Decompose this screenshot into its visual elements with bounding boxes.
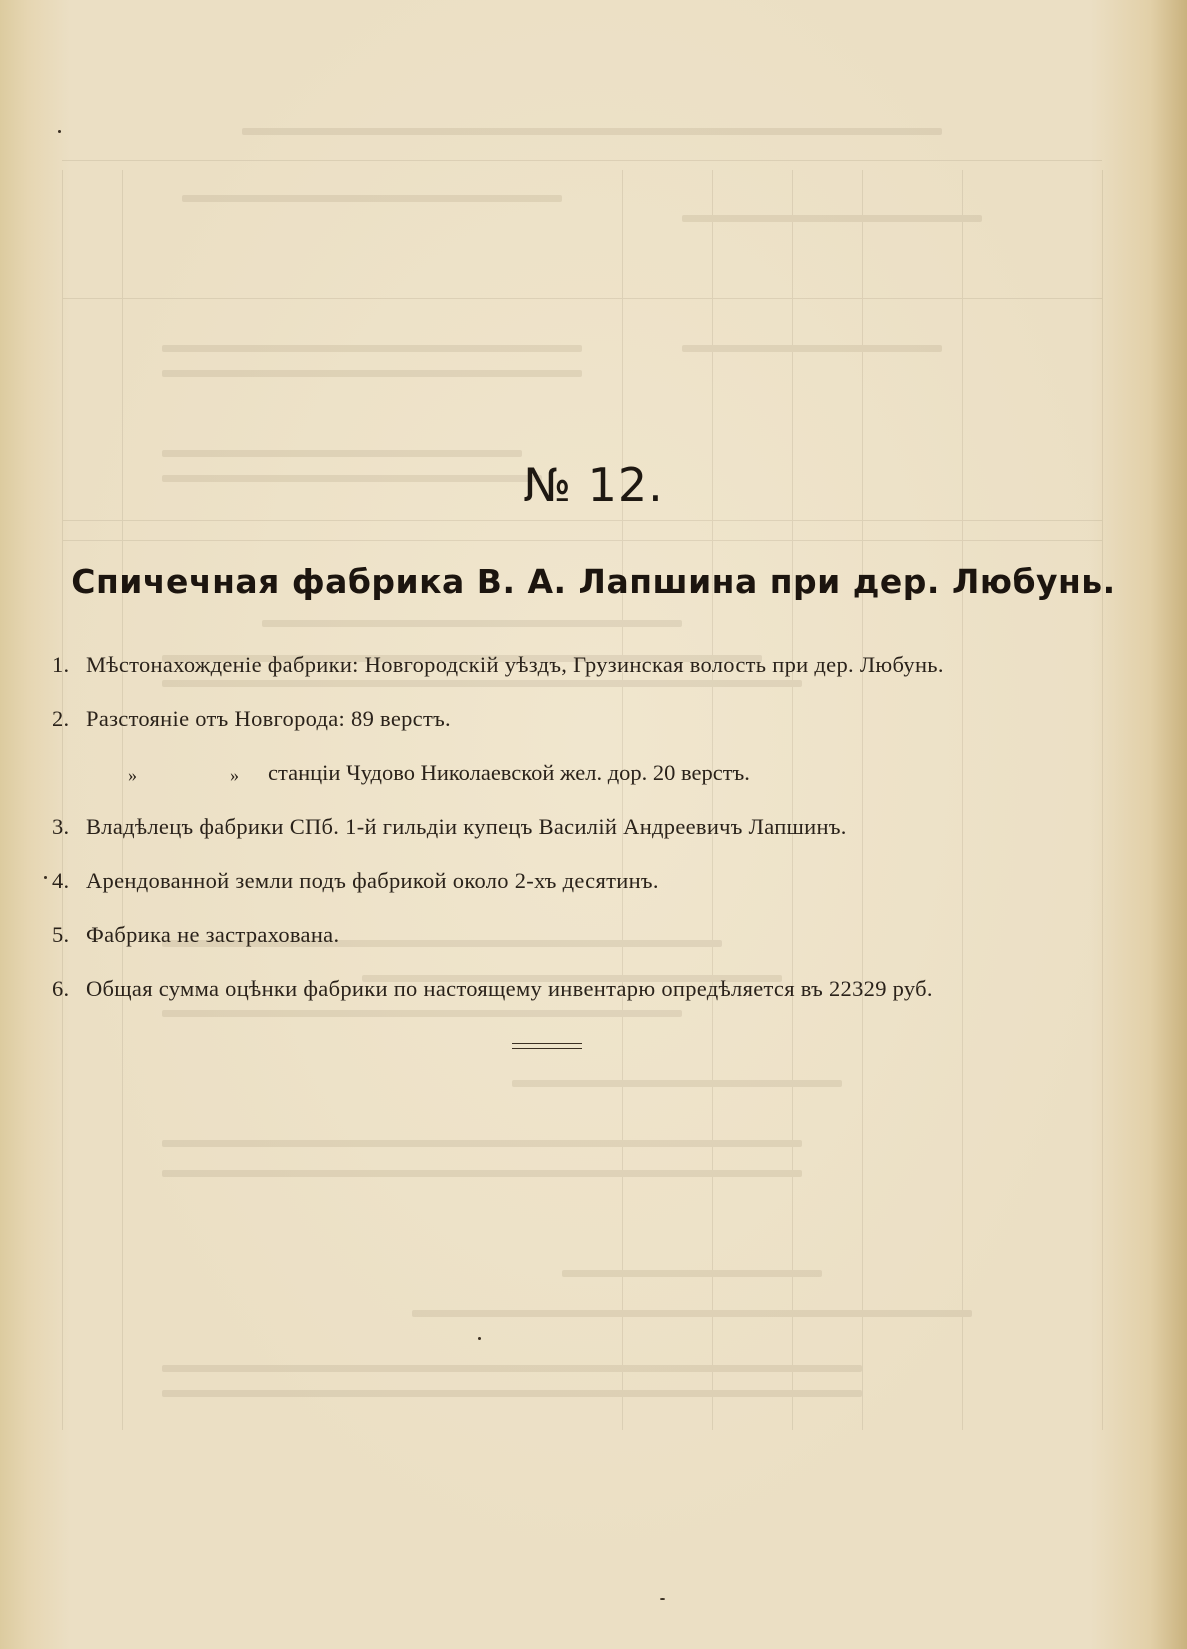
item-number: 2.	[52, 706, 70, 731]
item-number: 3.	[52, 814, 70, 839]
paper-speck	[478, 1337, 481, 1340]
item-number: 4.	[52, 868, 70, 893]
list-item	[52, 866, 659, 896]
item-text: Арендованной земли подъ фабрикой около 2-хъ десятинъ.	[86, 868, 659, 893]
item-number: 5.	[52, 922, 70, 947]
list-item	[52, 812, 847, 842]
item-text: Мѣстонахожденіе фабрики: Новгородскій уѣздъ, Грузинская волость при дер. Любунь.	[86, 652, 944, 677]
list-item	[52, 974, 933, 1004]
factory-title: Спичечная фабрика В. А. Лапшина при дер. Любунь.	[71, 562, 1116, 601]
closing-double-rule	[512, 1043, 582, 1049]
paper-speck	[58, 130, 61, 133]
paper-speck	[44, 876, 47, 879]
list-item	[52, 650, 944, 680]
item-text: Фабрика не застрахована.	[86, 922, 340, 947]
ditto-mark: »	[128, 765, 137, 785]
item-number: 6.	[52, 976, 70, 1001]
item-text: Общая сумма оцѣнки фабрики по настоящему инвентарю опредѣляется въ 22329 руб.	[86, 976, 933, 1001]
paper-speck	[660, 1598, 665, 1600]
item-text: Владѣлецъ фабрики СПб. 1-й гильдіи купецъ Василій Андреевичъ Лапшинъ.	[86, 814, 847, 839]
ditto-mark: »	[230, 765, 239, 785]
bleed-through-table	[62, 120, 1122, 1500]
list-item	[52, 704, 451, 734]
item-text: станціи Чудово Николаевской жел. дор. 20 верстъ.	[268, 760, 750, 785]
list-item	[52, 920, 339, 950]
document-number: № 12.	[523, 458, 664, 512]
item-number: 1.	[52, 652, 70, 677]
item-text: Разстояніе отъ Новгорода: 89 верстъ.	[86, 706, 451, 731]
